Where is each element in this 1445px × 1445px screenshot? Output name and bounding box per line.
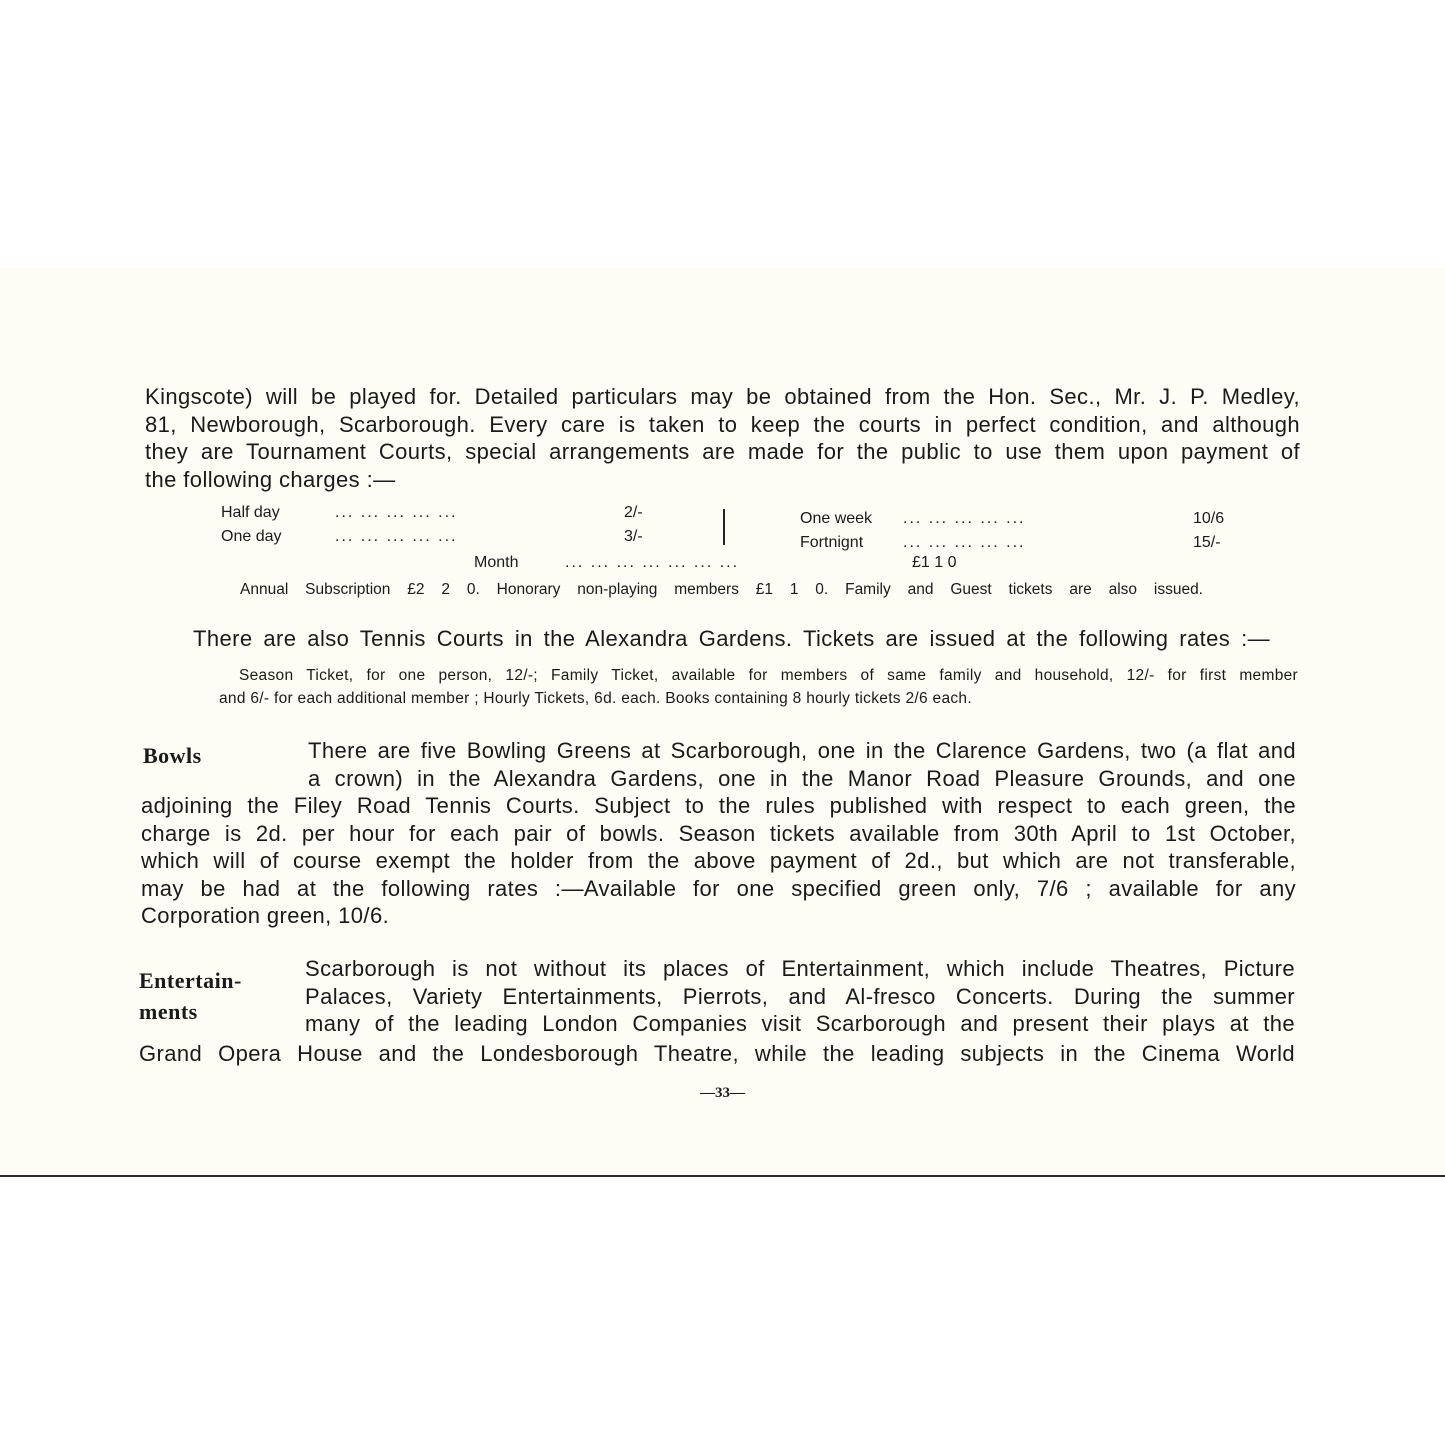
leader-dots: ... ... ... ... ... <box>335 504 458 521</box>
entertainments-line-2: Palaces, Variety Entertainments, Pierrots, and Al-fresco Concerts. During the summer <box>305 983 1295 1009</box>
bowls-paragraph-indent <box>308 737 1296 792</box>
page-number: —33— <box>700 1085 745 1101</box>
alexandra-rates-line-1: Season Ticket, for one person, 12/-; Family Ticket, available for members of same family and household, 12/- for first member <box>239 667 1298 684</box>
subscription-text: Annual Subscription £2 2 0. Honorary non-playing members £1 1 0. Family and Guest tickets are also issued. <box>240 581 1203 598</box>
charge-label: Fortnignt <box>800 534 864 551</box>
intro-line-3: they are Tournament Courts, special arrangements are made for the public to use them upon payment of <box>145 439 1300 464</box>
intro-line-4: the following charges :— <box>145 466 396 492</box>
bowls-line-5: which will of course exempt the holder from the above payment of 2d., but which are not transferable, <box>141 848 1296 873</box>
charge-label: Half day <box>221 504 280 521</box>
leader-dots: ... ... ... ... ... <box>903 534 1026 551</box>
charge-price: 2/- <box>624 504 643 521</box>
entertainments-paragraph-indent <box>305 955 1295 1038</box>
charge-price: 3/- <box>624 528 643 545</box>
bowls-line-1: There are five Bowling Greens at Scarborough, one in the Clarence Gardens, two (a flat and <box>308 738 1296 763</box>
entertainments-heading <box>139 965 242 1027</box>
leader-dots: ... ... ... ... ... <box>335 528 458 545</box>
leader-dots: ... ... ... ... ... <box>903 510 1026 527</box>
column-divider <box>723 509 725 545</box>
page-edge-rule <box>0 1175 1445 1177</box>
alexandra-rates-line-2: and 6/- for each additional member ; Hourly Tickets, 6d. each. Books containing 8 hourly tickets 2/6 each. <box>219 690 972 707</box>
alexandra-rates <box>219 664 1298 710</box>
entertainments-heading-line-1: Entertain- <box>139 968 242 993</box>
bowls-paragraph <box>141 792 1296 930</box>
intro-paragraph <box>145 383 1300 493</box>
charge-label: Month <box>474 554 519 571</box>
intro-line-1: Kingscote) will be played for. Detailed particulars may be obtained from the Hon. Sec., Mr. J. P. Medley, <box>145 384 1300 409</box>
bowls-line-7: Corporation green, 10/6. <box>141 903 390 928</box>
entertainments-heading-line-2: ments <box>139 999 198 1024</box>
bowls-line-6: may be had at the following rates :—Available for one specified green only, 7/6 ; available for any <box>141 875 1296 901</box>
entertainments-line-3: many of the leading London Companies visit Scarborough and present their plays at the <box>305 1011 1295 1036</box>
subscription-note <box>240 581 1203 599</box>
bowls-line-4: charge is 2d. per hour for each pair of bowls. Season tickets available from 30th April to 1st October, <box>141 820 1296 846</box>
alexandra-lead: There are also Tennis Courts in the Alexandra Gardens. Tickets are issued at the following rates :— <box>193 626 1270 651</box>
bowls-heading: Bowls <box>143 743 202 768</box>
charge-price: 15/- <box>1193 534 1221 551</box>
charge-label: One week <box>800 510 873 527</box>
leader-dots: ... ... ... ... ... ... ... <box>565 554 740 571</box>
entertainments-line-4: Grand Opera House and the Londesborough Theatre, while the leading subjects in the Cinema World <box>139 1041 1295 1066</box>
charge-price: £1 1 0 <box>912 554 957 571</box>
bowls-line-2: a crown) in the Alexandra Gardens, one in the Manor Road Pleasure Grounds, and one <box>308 765 1296 791</box>
intro-line-2: 81, Newborough, Scarborough. Every care is taken to keep the courts in perfect condition, and although <box>145 411 1300 437</box>
entertainments-paragraph <box>139 1040 1295 1068</box>
alexandra-paragraph <box>193 625 1270 653</box>
entertainments-line-1: Scarborough is not without its places of Entertainment, which include Theatres, Picture <box>305 956 1295 981</box>
charge-price: 10/6 <box>1193 510 1225 527</box>
charge-label: One day <box>221 528 282 545</box>
bowls-line-3: adjoining the Filey Road Tennis Courts. Subject to the rules published with respect to each green, the <box>141 793 1296 818</box>
